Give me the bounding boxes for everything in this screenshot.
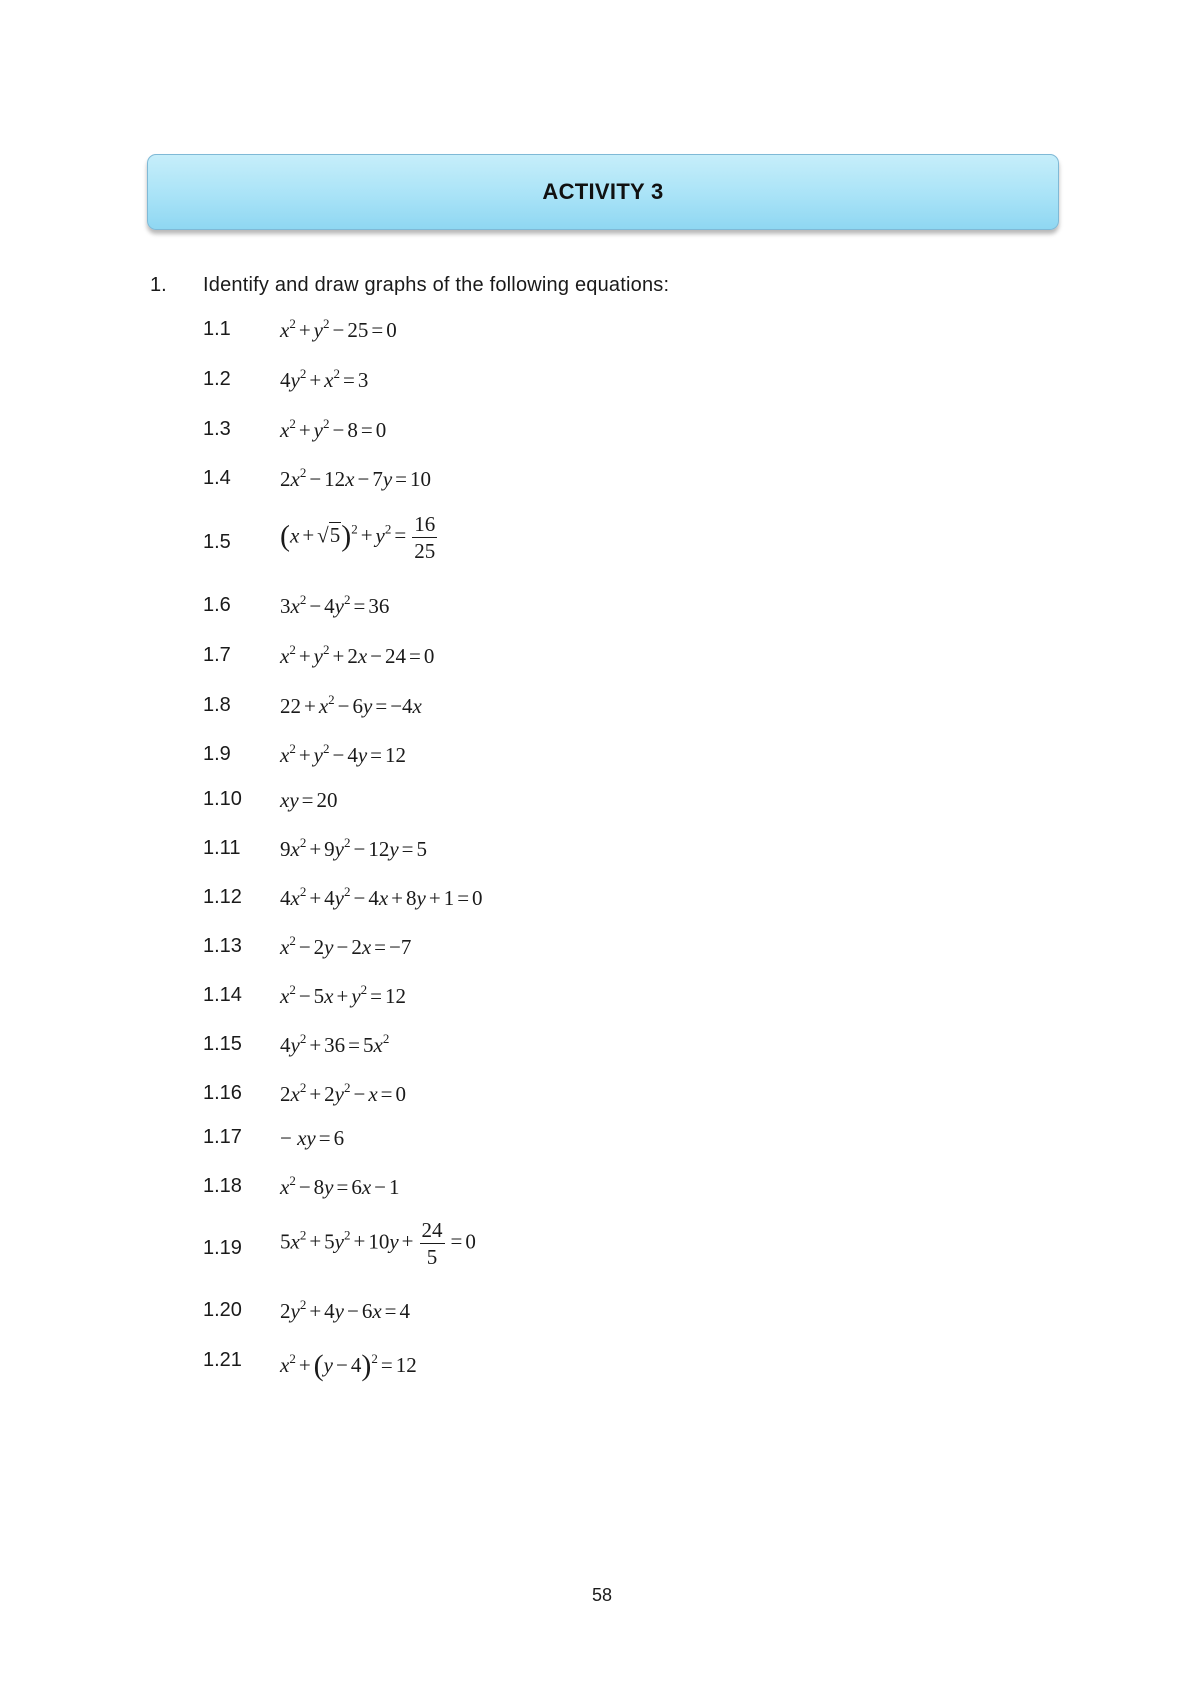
question-number: 1. [150, 274, 167, 296]
equation: $x^2 - 5x + y^2 = 12$ [280, 982, 407, 1008]
equation: $2y^2 + 4y - 6x = 4$ [280, 1297, 411, 1323]
equation: $2x^2 - 12x - 7y = 10$ [280, 465, 432, 491]
question-text: Identify and draw graphs of the following equations: [203, 274, 670, 296]
item-number: 1.2 [203, 368, 231, 390]
item-number: 1.15 [203, 1033, 242, 1055]
item-number: 1.4 [203, 467, 231, 489]
equation: $5x^2 + 5y^2 + 10y$ + $\frac{24}{5}$ = 0 [280, 1218, 476, 1269]
equation: $x^2 + y^2 - 4y = 12$ [280, 741, 407, 767]
item-number: 1.14 [203, 984, 242, 1006]
equation: $4x^2 + 4y^2 - 4x + 8y + 1 = 0$ [280, 884, 483, 910]
equation: $x^2 + (y - 4)^2 = 12$ [280, 1349, 417, 1382]
equation: $x^2 - 8y = 6x - 1$ [280, 1173, 400, 1199]
item-number: 1.5 [203, 531, 231, 553]
item-number: 1.18 [203, 1175, 242, 1197]
activity-banner [147, 154, 1059, 230]
item-number: 1.11 [203, 837, 241, 859]
item-number: 1.8 [203, 694, 231, 716]
item-number: 1.9 [203, 743, 231, 765]
item-number: 1.21 [203, 1349, 242, 1371]
item-number: 1.3 [203, 418, 231, 440]
item-number: 1.1 [203, 318, 231, 340]
equation: $x^2 + y^2 - 8 = 0$ [280, 416, 387, 442]
equation: $3x^2 - 4y^2 = 36$ [280, 592, 390, 618]
equation: $x^2 + y^2 - 25 = 0$ [280, 316, 397, 342]
item-number: 1.7 [203, 644, 231, 666]
item-number: 1.6 [203, 594, 231, 616]
equation: $x^2 - 2y - 2x = -7$ [280, 933, 412, 959]
equation: xy = 20 [280, 788, 338, 812]
equation: $4y^2 + x^2 = 3$ [280, 366, 369, 392]
equation: $9x^2 + 9y^2 - 12y = 5$ [280, 835, 428, 861]
equation: $x^2 + y^2 + 2x - 24 = 0$ [280, 642, 435, 668]
page-number: 58 [592, 1585, 613, 1605]
item-number: 1.20 [203, 1299, 242, 1321]
item-number: 1.12 [203, 886, 242, 908]
item-number: 1.10 [203, 788, 242, 810]
equation: $4y^2 + 36 = 5x^2$ [280, 1031, 390, 1057]
equation: − xy = 6 [280, 1126, 345, 1150]
item-number: 1.17 [203, 1126, 242, 1148]
item-number: 1.16 [203, 1082, 242, 1104]
equation: $2x^2 + 2y^2 - x = 0$ [280, 1080, 407, 1106]
item-number: 1.19 [203, 1237, 242, 1259]
equation: $22 + x^2 - 6y = -4x$ [280, 692, 422, 718]
item-number: 1.13 [203, 935, 242, 957]
activity-title: ACTIVITY 3 [542, 179, 664, 204]
equation: $(x + √5)^2 + y^2$ = $\frac{16}{25}$ [280, 512, 436, 563]
